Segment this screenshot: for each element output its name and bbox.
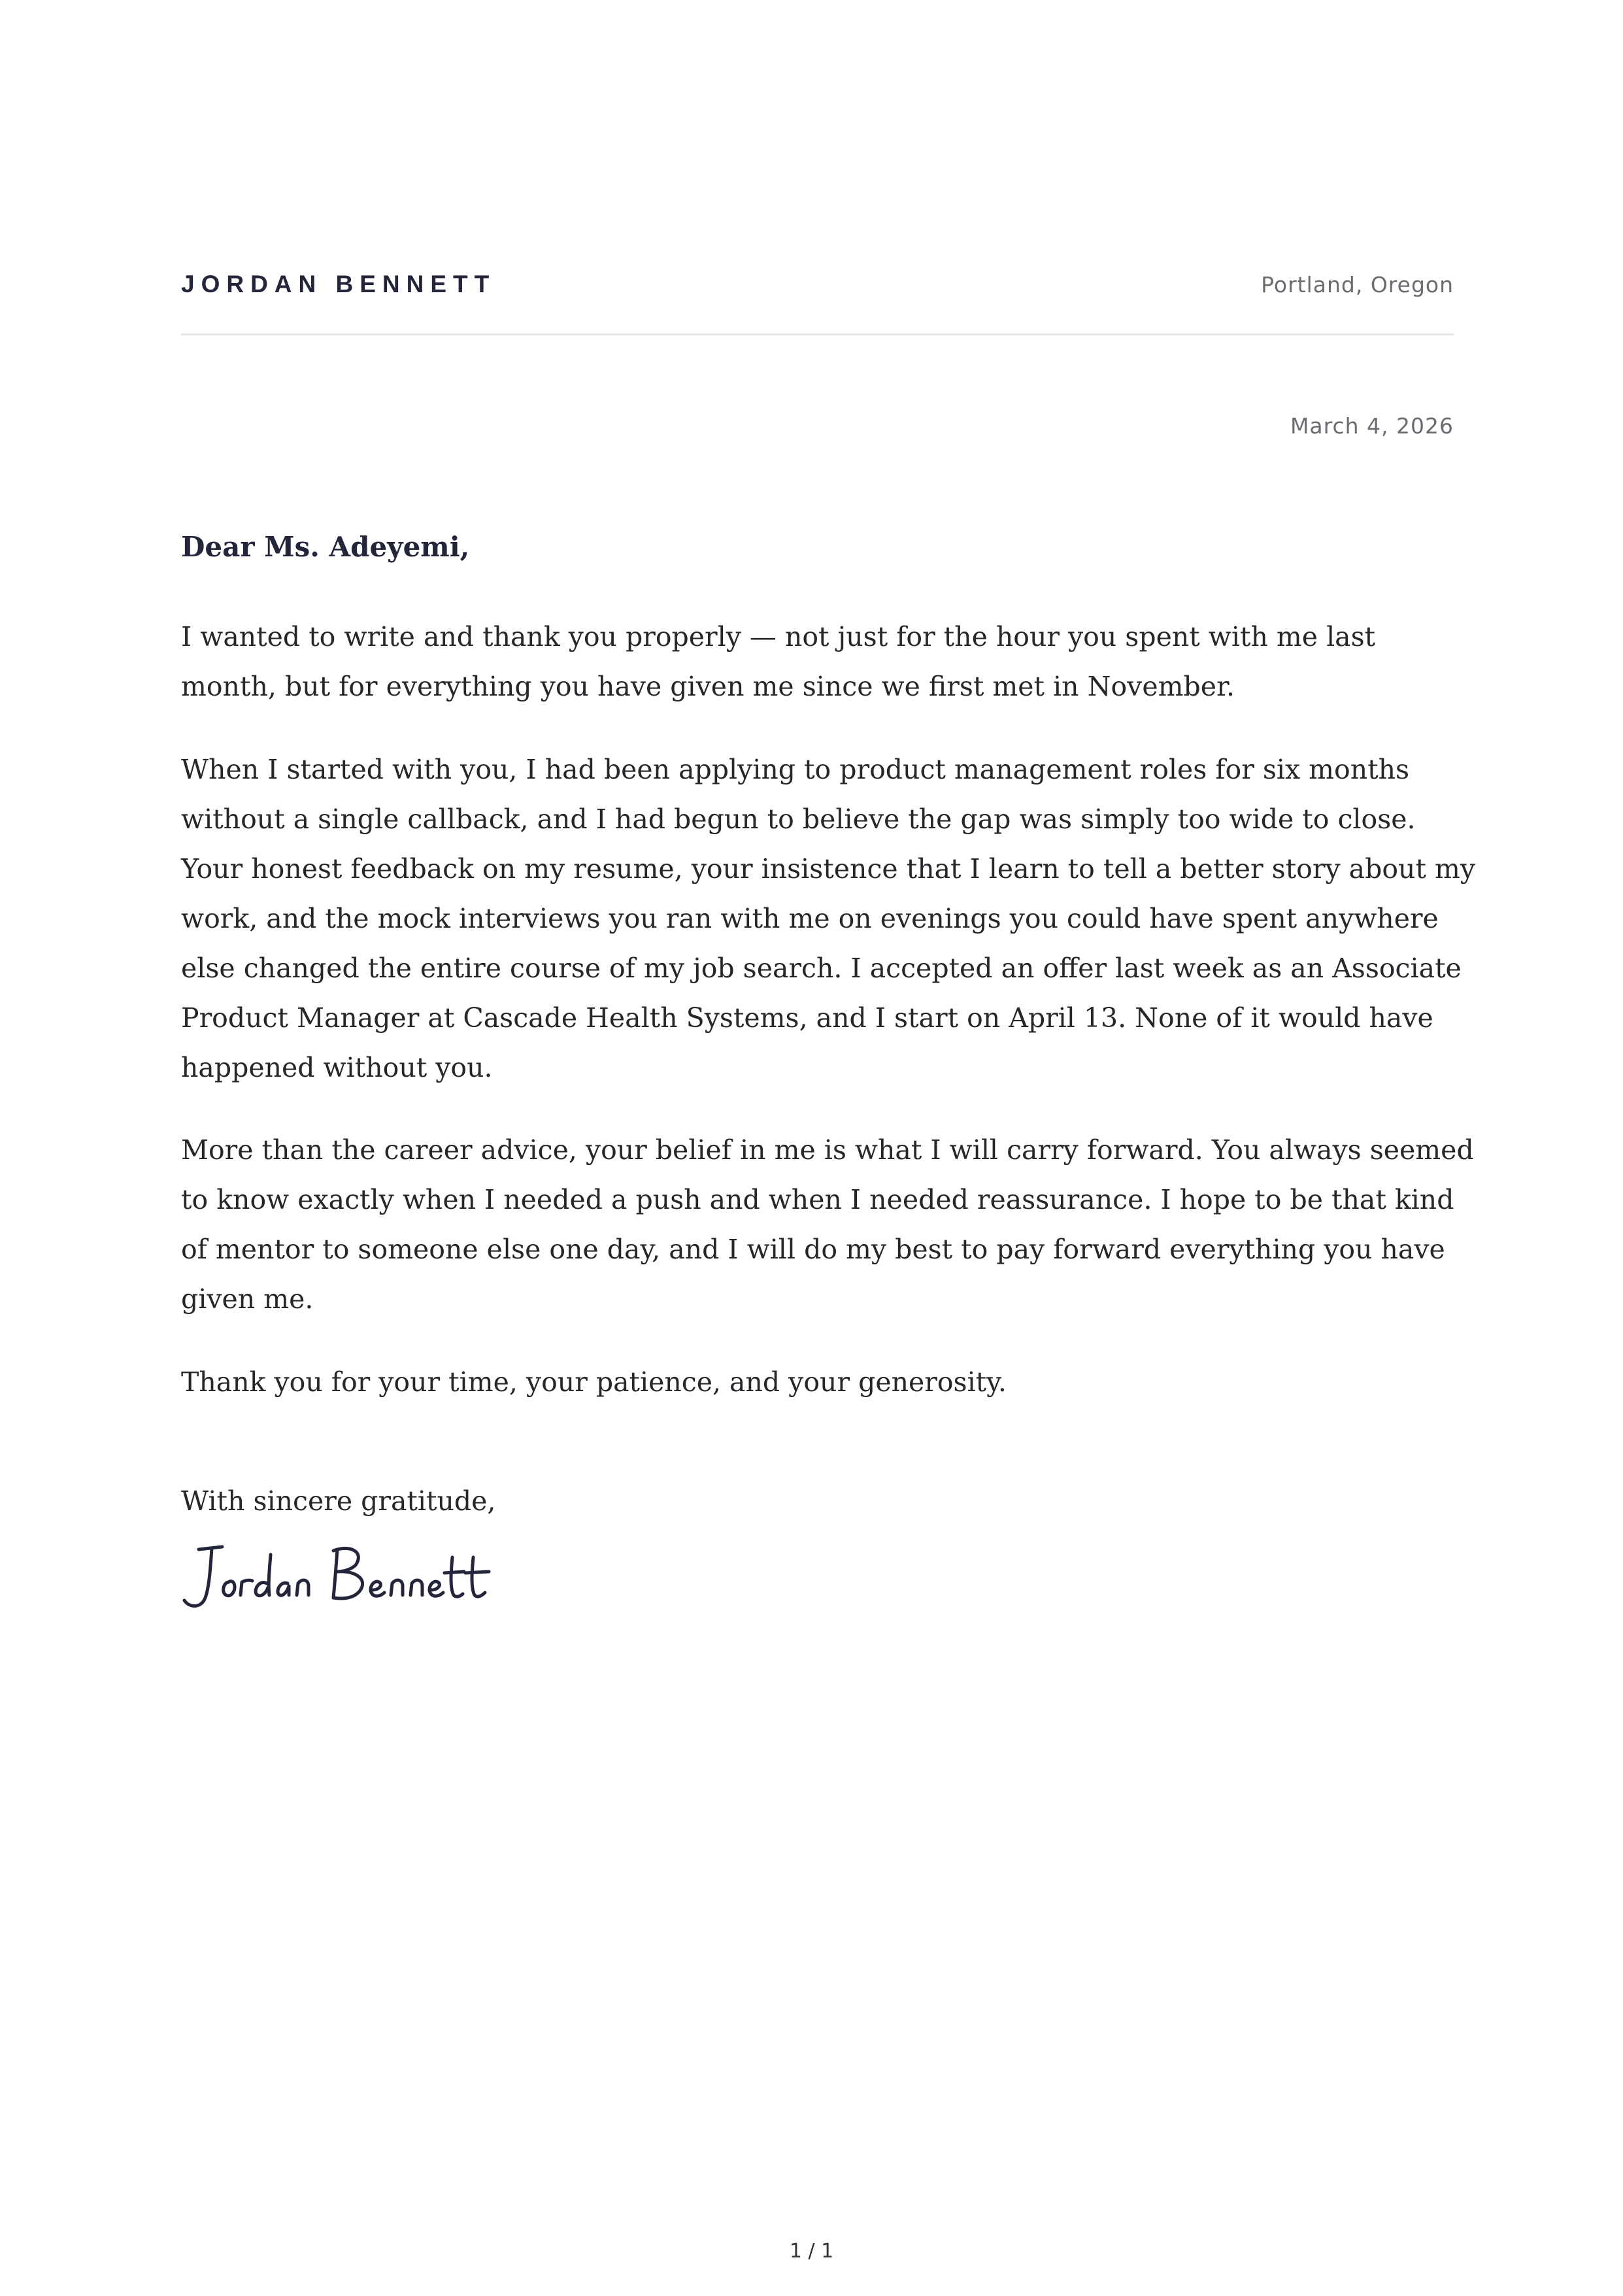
letter-date: March 4, 2026 <box>1290 413 1454 439</box>
paragraph-4 <box>181 1357 1462 1407</box>
paragraph-line: of mentor to someone else one day, and I will do my best to pay forward everything you have <box>181 1234 1445 1265</box>
paragraph-line: Thank you for your time, your patience, and your generosity. <box>181 1366 1007 1398</box>
paragraph-line: to know exactly when I needed a push and when I needed reassurance. I hope to be that kind <box>181 1184 1454 1215</box>
paragraph-3 <box>181 1125 1474 1324</box>
paragraph-line: without a single callback, and I had begun to believe the gap was simply too wide to close. <box>181 803 1416 835</box>
sender-location: Portland, Oregon <box>1261 272 1454 297</box>
letterhead <box>181 262 1454 335</box>
paragraph-line: happened without you. <box>181 1052 493 1083</box>
paragraph-line: Your honest feedback on my resume, your insistence that I learn to tell a better story about my <box>181 853 1475 885</box>
paragraph-line: work, and the mock interviews you ran with me on evenings you could have spent anywhere <box>181 903 1439 934</box>
handwritten-signature <box>179 1535 545 1613</box>
closing <box>181 1476 1462 1526</box>
paragraph-line: given me. <box>181 1283 314 1315</box>
closing-line: With sincere gratitude, <box>181 1485 496 1517</box>
page-number: 1 / 1 <box>789 2240 834 2263</box>
paragraph-2 <box>181 745 1475 1092</box>
paragraph-line: month, but for everything you have given me since we first met in November. <box>181 671 1235 702</box>
paragraph-1 <box>181 612 1462 711</box>
paragraph-line: else changed the entire course of my job search. I accepted an offer last week as an Associate <box>181 953 1462 984</box>
paragraph-line: I wanted to write and thank you properly — not just for the hour you spent with me last <box>181 621 1376 652</box>
paragraph-line: More than the career advice, your belief in me is what I will carry forward. You always seemed <box>181 1134 1474 1166</box>
paragraph-line: Product Manager at Cascade Health Systems, and I start on April 13. None of it would have <box>181 1002 1433 1034</box>
paragraph-line: When I started with you, I had been applying to product management roles for six months <box>181 754 1410 785</box>
salutation: Dear Ms. Adeyemi, <box>181 531 470 563</box>
sender-name: JORDAN BENNETT <box>181 271 496 297</box>
